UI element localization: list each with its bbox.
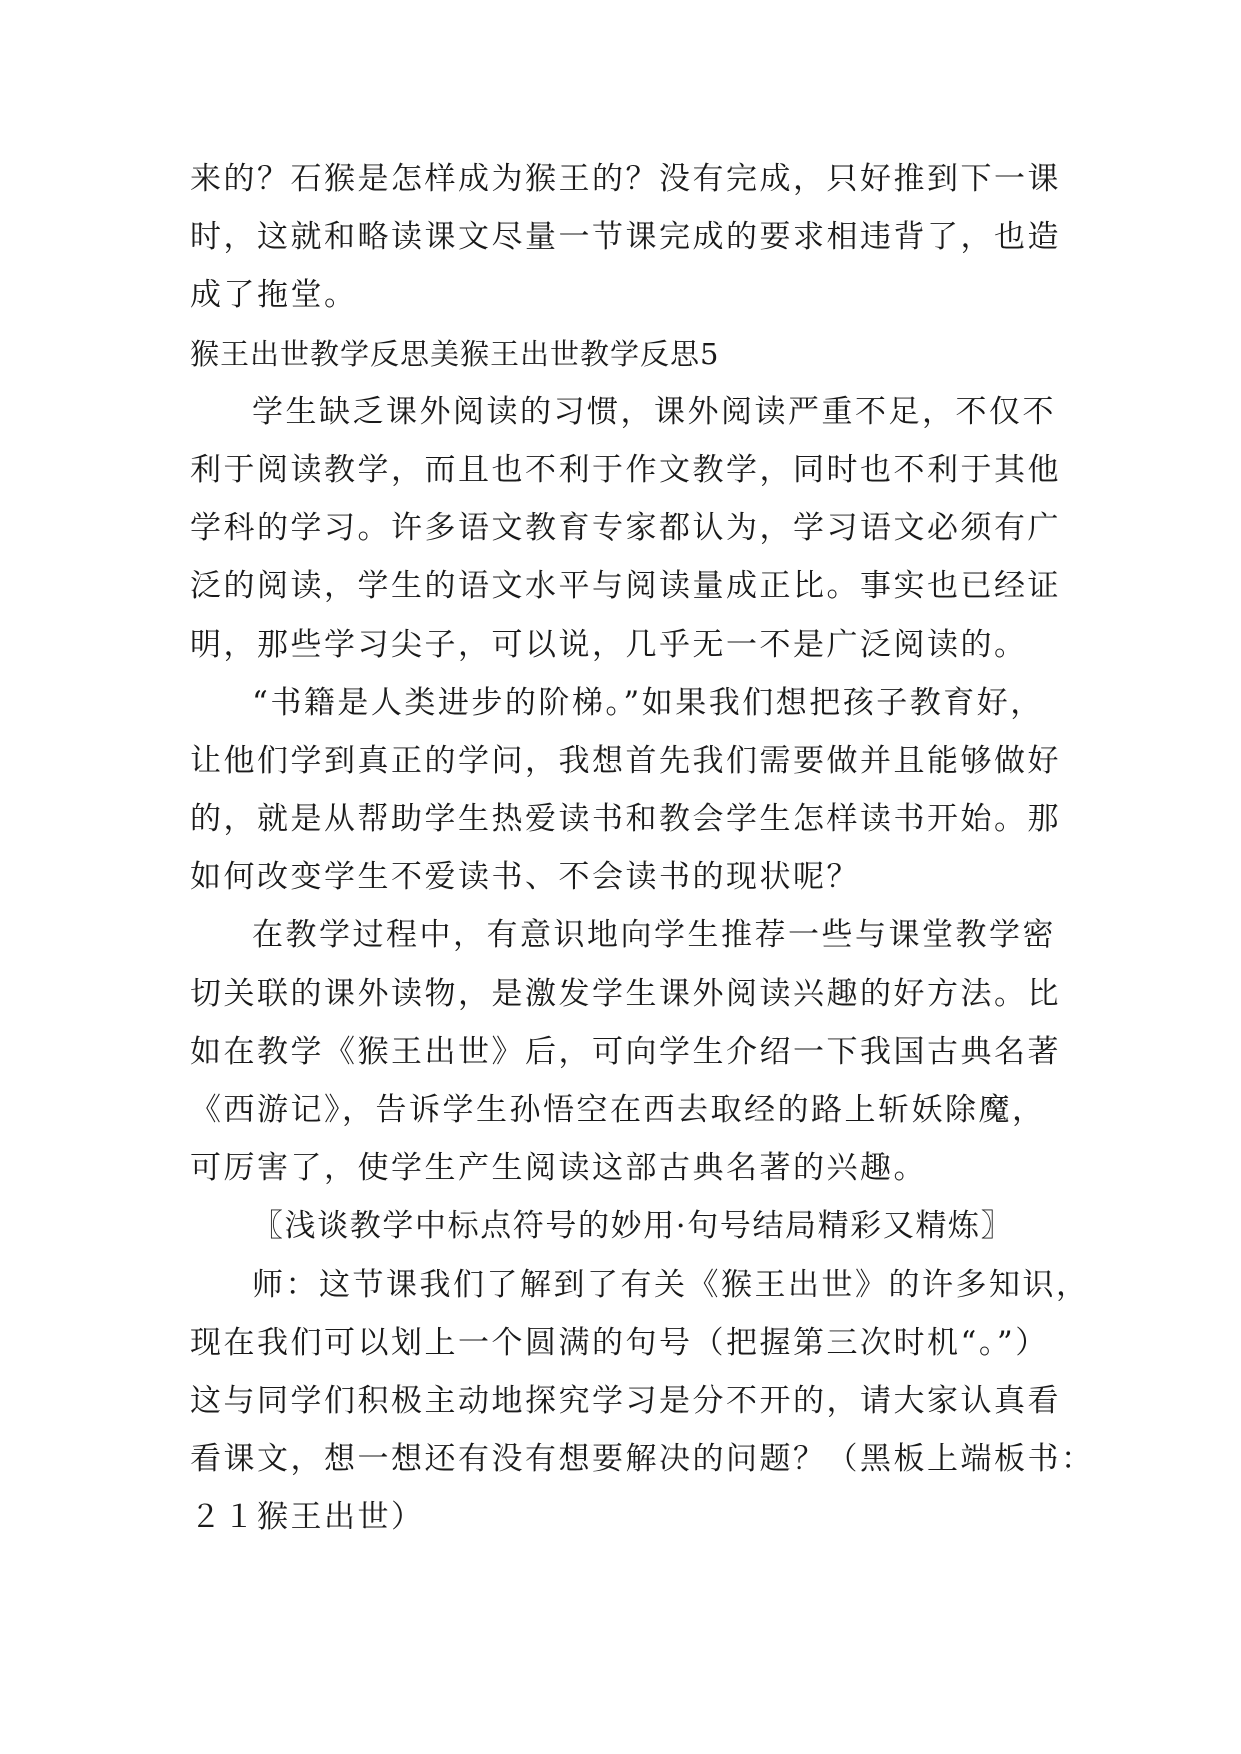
paragraph-line: 时，这就和略读课文尽量一节课完成的要求相违背了，也造 (190, 219, 1061, 256)
paragraph-line: 让他们学到真正的学问，我想首先我们需要做并且能够做好 (190, 742, 1061, 779)
document-page (190, 150, 1095, 1547)
paragraph-line: 切关联的课外读物，是激发学生课外阅读兴趣的好方法。比 (190, 975, 1061, 1012)
paragraph-line: 这与同学们积极主动地探究学习是分不开的，请大家认真看 (190, 1382, 1061, 1419)
paragraph-line: 如在教学《猴王出世》后，可向学生介绍一下我国古典名著 (190, 1033, 1061, 1070)
paragraph-line: 现在我们可以划上一个圆满的句号（把握第三次时机“。”） (190, 1324, 1049, 1361)
paragraph-line: 看课文，想一想还有没有想要解决的问题？（黑板上端板书： (190, 1441, 1095, 1478)
paragraph-line: 泛的阅读，学生的语文水平与阅读量成正比。事实也已经证 (190, 568, 1061, 605)
paragraph-line: 利于阅读教学，而且也不利于作文教学，同时也不利于其他 (190, 451, 1061, 488)
paragraph-line: 师：这节课我们了解到了有关《猴王出世》的许多知识， (252, 1266, 1090, 1303)
paragraph-line: 在教学过程中，有意识地向学生推荐一些与课堂教学密 (252, 917, 1056, 954)
paragraph-line: 如何改变学生不爱读书、不会读书的现状呢？ (190, 859, 860, 896)
paragraph-line: 的，就是从帮助学生热爱读书和教会学生怎样读书开始。那 (190, 801, 1061, 838)
paragraph-line: ２１猴王出世） (190, 1499, 425, 1536)
paragraph-line: 来的？石猴是怎样成为猴王的？没有完成，只好推到下一课 (190, 161, 1061, 197)
section-heading: 猴王出世教学反思美猴王出世教学反思5 (190, 336, 720, 371)
paragraph-line: 可厉害了，使学生产生阅读这部古典名著的兴趣。 (190, 1150, 927, 1187)
paragraph-line: 《西游记》，告诉学生孙悟空在西去取经的路上斩妖除魔， (190, 1092, 1046, 1128)
subsection-title: 〖浅谈教学中标点符号的妙用·句号结局精彩又精炼〗 (252, 1208, 1014, 1245)
paragraph-line: 明，那些学习尖子，可以说，几乎无一不是广泛阅读的。 (190, 626, 1028, 663)
paragraph-line: 学生缺乏课外阅读的习惯，课外阅读严重不足，不仅不 (252, 393, 1056, 430)
paragraph-line: “书籍是人类进步的阶梯。”如果我们想把孩子教育好， (252, 684, 1044, 721)
paragraph-line: 学科的学习。许多语文教育专家都认为，学习语文必须有广 (190, 510, 1061, 547)
paragraph-line: 成了拖堂。 (190, 277, 358, 314)
